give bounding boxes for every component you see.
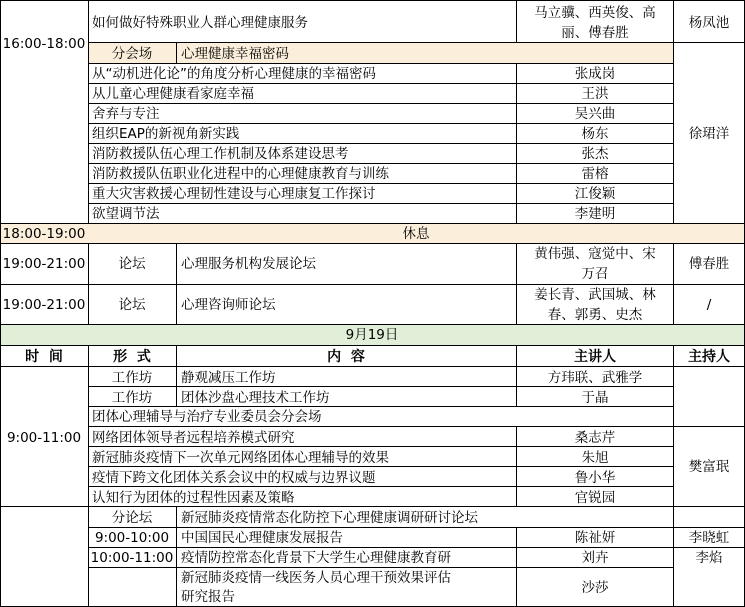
talk-content: 消防救援队伍心理工作机制及体系建设思考 bbox=[92, 146, 349, 162]
session3-last-content-l2: 研究报告 bbox=[181, 589, 235, 605]
forum2-content: 心理咨询师论坛 bbox=[181, 297, 276, 313]
session1-branch-title: 心理健康幸福密码 bbox=[181, 46, 289, 62]
forum2-time: 19:00-21:00 bbox=[2, 297, 86, 313]
session1-row1-content: 如何做好特殊职业人群心理健康服务 bbox=[92, 15, 308, 31]
forum1-speaker-l1: 黄伟强、寇觉中、宋 bbox=[534, 246, 656, 262]
talk-content: 认知行为团体的过程性因素及策略 bbox=[92, 490, 295, 506]
talk-speaker: 朱旭 bbox=[581, 450, 609, 466]
talk-content: 新冠肺炎疫情下一次单元网络团体心理辅导的效果 bbox=[92, 450, 389, 466]
forum2-speaker-l1: 姜长青、武国城、林 bbox=[534, 287, 656, 303]
talk-speaker: 杨东 bbox=[581, 126, 609, 142]
talk-speaker: 陈祉妍 bbox=[574, 530, 616, 546]
header-form: 形 式 bbox=[113, 349, 151, 365]
forum1-form: 论坛 bbox=[118, 256, 146, 272]
talk-content: 疫情下跨文化团体关系会议中的权威与边界议题 bbox=[92, 470, 376, 486]
workshop-content: 团体沙盘心理技术工作坊 bbox=[181, 390, 330, 406]
session2-workshops bbox=[112, 369, 643, 406]
workshop-speaker: 方玮联、武雅学 bbox=[547, 370, 643, 386]
session1-time: 16:00-18:00 bbox=[2, 36, 86, 52]
talk-time: 9:00-10:00 bbox=[94, 530, 170, 546]
talk-content: 中国国民心理健康发展报告 bbox=[181, 530, 343, 546]
talk-speaker: 张杰 bbox=[581, 146, 609, 162]
workshop-speaker: 于晶 bbox=[581, 390, 609, 406]
talk-content: 组织EAP的新视角新实践 bbox=[92, 126, 240, 142]
talk-content: 重大灾害救援心理韧性建设与心理康复工作探讨 bbox=[92, 186, 376, 202]
session1-row1-speaker-l1: 马立骥、西英俊、高 bbox=[534, 5, 656, 21]
talk-content: 从“动机进化论”的角度分析心理健康的幸福密码 bbox=[92, 66, 376, 82]
talk-speaker: 李建明 bbox=[574, 206, 616, 222]
talk-speaker: 桑志芹 bbox=[574, 430, 616, 446]
talk-speaker: 江俊颖 bbox=[574, 186, 616, 202]
talk-time: 10:00-11:00 bbox=[90, 550, 174, 566]
branch-band-1 bbox=[88, 42, 673, 64]
forum1-time: 19:00-21:00 bbox=[2, 256, 86, 272]
talk-content: 从儿童心理健康看家庭幸福 bbox=[92, 86, 254, 102]
session2-host: 樊富珉 bbox=[688, 459, 730, 475]
workshop-content: 静观减压工作坊 bbox=[181, 370, 276, 386]
talk-speaker: 鲁小华 bbox=[574, 470, 616, 486]
session1-host: 徐珺洋 bbox=[688, 126, 730, 142]
talk-content: 网络团体领导者远程培养模式研究 bbox=[92, 430, 295, 446]
workshop-form: 工作坊 bbox=[111, 390, 153, 406]
talk-speaker: 雷榕 bbox=[581, 166, 609, 182]
session1-row1-speaker-l2: 丽、傅春胜 bbox=[561, 25, 629, 41]
forum2-host: / bbox=[706, 297, 712, 313]
forum2-form: 论坛 bbox=[118, 297, 146, 313]
break-label: 休息 bbox=[402, 226, 430, 242]
talk-content: 舍弃与专注 bbox=[92, 106, 160, 122]
talk-content: 疫情防控常态化背景下大学生心理健康教育研 bbox=[181, 550, 451, 566]
session2-time: 9:00-11:00 bbox=[6, 430, 82, 446]
talk-speaker: 吴兴曲 bbox=[574, 106, 616, 122]
header-content: 内 容 bbox=[327, 349, 365, 365]
session1-row1-host: 杨凤池 bbox=[688, 15, 730, 31]
header-time: 时 间 bbox=[25, 349, 63, 365]
talk-speaker: 王洪 bbox=[581, 86, 609, 102]
talk-speaker: 刘卉 bbox=[581, 550, 609, 566]
talk-host: 李焰 bbox=[695, 550, 723, 566]
break-band bbox=[0, 223, 745, 244]
talk-host: 李晓虹 bbox=[688, 530, 730, 546]
forum2-speaker-l2: 春、郭勇、史杰 bbox=[547, 307, 643, 323]
session2-branch-title: 团体心理辅导与治疗专业委员会分会场 bbox=[92, 409, 322, 425]
talk-content: 欲望调节法 bbox=[92, 206, 160, 222]
talk-speaker: 张成岗 bbox=[574, 66, 616, 82]
forum1-speaker-l2: 万召 bbox=[581, 266, 609, 282]
day-label: 9月19日 bbox=[345, 327, 399, 343]
break-time: 18:00-19:00 bbox=[2, 226, 86, 242]
session1-branch-label: 分会场 bbox=[111, 46, 153, 62]
session3-branch-label: 分论坛 bbox=[111, 510, 153, 526]
talk-speaker: 官锐园 bbox=[574, 490, 616, 506]
session2-talks bbox=[92, 429, 615, 506]
forum1-host: 傅春胜 bbox=[688, 256, 730, 272]
workshop-form: 工作坊 bbox=[111, 370, 153, 386]
session3-branch-title: 新冠肺炎疫情常态化防控下心理健康调研研讨论坛 bbox=[181, 510, 478, 526]
header-host: 主持人 bbox=[688, 349, 730, 365]
forum1-content: 心理服务机构发展论坛 bbox=[181, 256, 316, 272]
session3-last-content-l1: 新冠肺炎疫情一线医务人员心理干预效果评估 bbox=[181, 570, 451, 586]
talk-content: 消防救援队伍职业化进程中的心理健康教育与训练 bbox=[92, 166, 389, 182]
session3-last-speaker: 沙莎 bbox=[581, 580, 609, 596]
header-speaker: 主讲人 bbox=[574, 349, 616, 365]
